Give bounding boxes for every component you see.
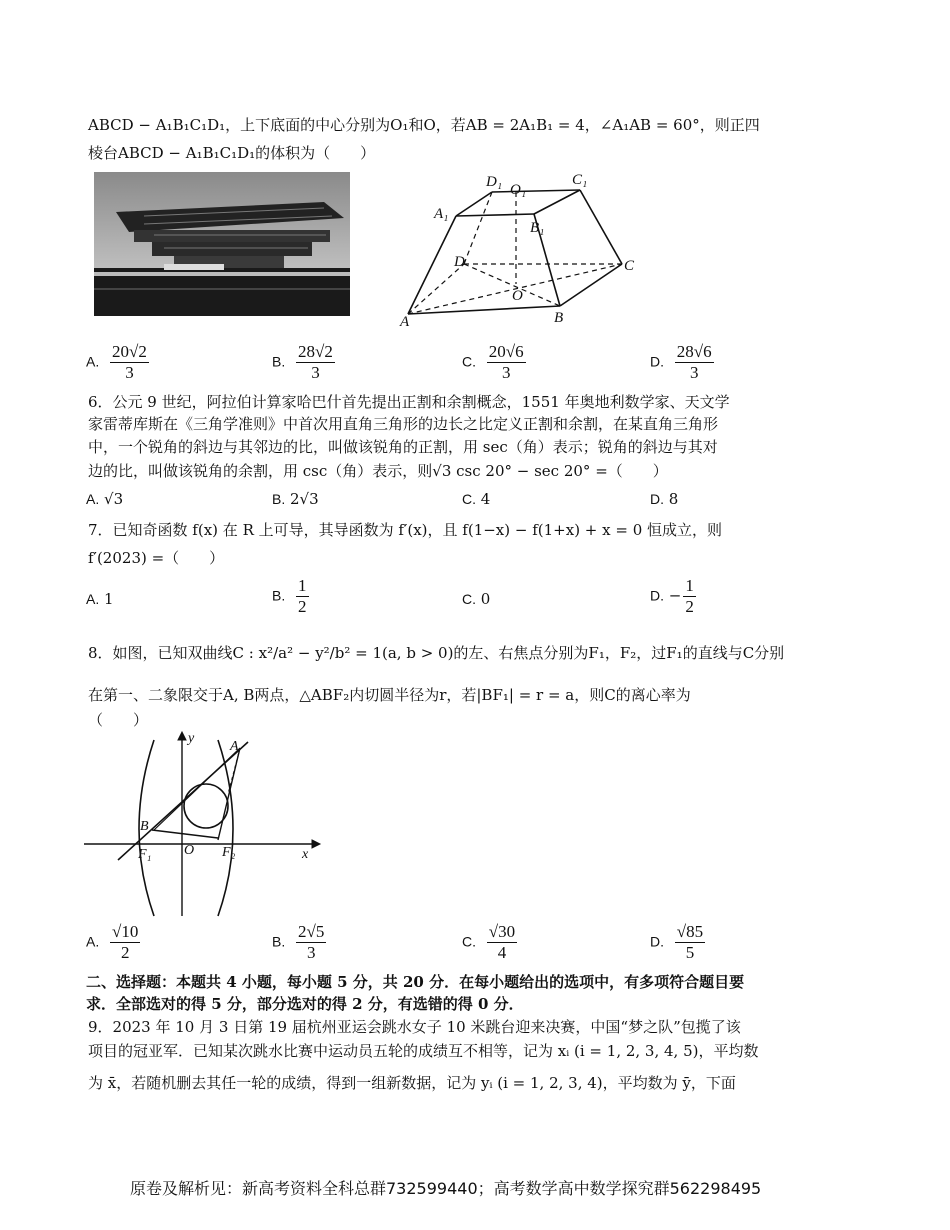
footer-text: 原卷及解析见：新高考资料全科总群732599440；高考数学高中数学探究群562298495 bbox=[130, 1179, 762, 1198]
frustum-figure bbox=[398, 166, 648, 328]
q6-option-b[interactable]: B. 2√3 bbox=[272, 490, 319, 508]
label-b-point: B bbox=[140, 819, 149, 834]
label-b: B bbox=[554, 310, 564, 326]
q8-line-3: （ ） bbox=[88, 711, 149, 729]
q7-line-2: f′(2023) =（ ） bbox=[88, 549, 225, 567]
q8-line-2: 在第一、二象限交于A, B两点，△ABF₂内切圆半径为r，若|BF₁| = r = a，则C的离心率为 bbox=[88, 686, 691, 704]
q9-line-1: 9．2023 年 10 月 3 日第 19 届杭州亚运会跳水女子 10 米跳台迎来决赛，中国“梦之队”包揽了该 bbox=[88, 1018, 741, 1036]
label-c1: C₁ bbox=[572, 172, 588, 188]
q9-line-2: 项目的冠亚军．已知某次跳水比赛中运动员五轮的成绩互不相等，记为 xᵢ (i = 1, 2, 3, 4, 5)，平均数 bbox=[88, 1042, 759, 1060]
q5-option-b[interactable]: B. $\frac{28√2}{3}$ bbox=[272, 342, 333, 382]
q6-line-1: 6．公元 9 世纪，阿拉伯计算家哈巴什首先提出正割和余割概念，1551 年奥地利数学家、天文学 bbox=[88, 393, 730, 411]
label-d: D bbox=[454, 254, 465, 270]
q5-option-d[interactable]: D. $\frac{28√6}{3}$ bbox=[650, 342, 712, 382]
q8-line-1: 8．如图，已知双曲线C : x²/a² − y²/b² = 1(a, b > 0)的左、右焦点分别为F₁，F₂，过F₁的直线与C分别 bbox=[88, 644, 785, 662]
label-o-origin: O bbox=[184, 843, 195, 858]
q5-option-c[interactable]: C. $\frac{20√6}{3}$ bbox=[462, 342, 524, 382]
q7-option-c[interactable]: C. 0 bbox=[462, 590, 491, 608]
label-o: O bbox=[512, 288, 523, 304]
q5-option-d-fraction: $\frac{28√6}{3}$ bbox=[676, 342, 712, 382]
q5-line-1: ABCD − A₁B₁C₁D₁，上下底面的中心分别为O₁和O，若AB = 2A₁B₁ = 4，∠A₁AB = 60°，则正四 bbox=[88, 116, 760, 134]
q5-line-2: 棱台ABCD − A₁B₁C₁D₁的体积为（ ） bbox=[88, 144, 376, 162]
label-a1: A₁ bbox=[434, 206, 449, 222]
q5-option-b-fraction: $\frac{28√2}{3}$ bbox=[298, 342, 333, 382]
section-2-heading-line-1: 二、选择题：本题共 4 小题，每小题 5 分，共 20 分．在每小题给出的选项中，有多项符合题目要 bbox=[86, 973, 745, 991]
q6-option-a[interactable]: A. √3 bbox=[86, 490, 124, 508]
label-f2: F₂ bbox=[222, 845, 236, 860]
q6-line-3: 中，一个锐角的斜边与其邻边的比，叫做该锐角的正割，用 sec（角）表示；锐角的斜边与其对 bbox=[88, 438, 718, 456]
q8-option-b[interactable]: B. $\frac{2√5}{3}$ bbox=[272, 922, 325, 962]
label-y: y bbox=[188, 731, 195, 746]
label-a-point: A bbox=[230, 739, 239, 754]
label-b1: B₁ bbox=[530, 220, 545, 236]
label-c: C bbox=[624, 258, 635, 274]
label-a: A bbox=[400, 314, 410, 328]
label-d1: D₁ bbox=[486, 174, 503, 190]
label-o1: O₁ bbox=[510, 182, 527, 198]
q6-option-c[interactable]: C. 4 bbox=[462, 490, 491, 508]
q7-option-a[interactable]: A. 1 bbox=[86, 590, 114, 608]
q7-option-b[interactable]: B. $\frac{1}{2}$ bbox=[272, 576, 307, 616]
section-2-heading-line-2: 求．全部选对的得 5 分，部分选对的得 2 分，有选错的得 0 分． bbox=[86, 995, 524, 1013]
q8-option-d[interactable]: D. $\frac{√85}{5}$ bbox=[650, 922, 704, 962]
q5-option-a-fraction: $\frac{20√2}{3}$ bbox=[112, 342, 147, 382]
q8-option-a[interactable]: A. $\frac{√10}{2}$ bbox=[86, 922, 139, 962]
q7-option-d[interactable]: D. − $\frac{1}{2}$ bbox=[650, 576, 694, 616]
hyperbola-figure bbox=[84, 730, 324, 920]
q5-option-c-fraction: $\frac{20√6}{3}$ bbox=[488, 342, 524, 382]
q6-line-4: 边的比，叫做该锐角的余割，用 csc（角）表示，则√3 csc 20° − sec 20° =（ ） bbox=[88, 462, 668, 480]
label-x: x bbox=[302, 847, 309, 862]
q9-line-3: 为 x̄，若随机删去其任一轮的成绩，得到一组新数据，记为 yᵢ (i = 1, 2, 3, 4)，平均数为 ȳ，下面 bbox=[88, 1074, 736, 1092]
q6-option-d[interactable]: D. 8 bbox=[650, 490, 679, 508]
q5-option-a[interactable]: A. $\frac{20√2}{3}$ bbox=[86, 342, 147, 382]
china-pavilion-photo bbox=[94, 172, 350, 316]
q8-option-c[interactable]: C. $\frac{√30}{4}$ bbox=[462, 922, 516, 962]
q6-line-2: 家雷蒂库斯在《三角学准则》中首次用直角三角形的边长之比定义正割和余割，在某直角三角形 bbox=[88, 415, 719, 433]
label-f1: F₁ bbox=[138, 847, 152, 862]
q7-line-1: 7．已知奇函数 f(x) 在 R 上可导，其导函数为 f′(x)，且 f(1−x) − f(1+x) + x = 0 恒成立，则 bbox=[88, 521, 723, 539]
